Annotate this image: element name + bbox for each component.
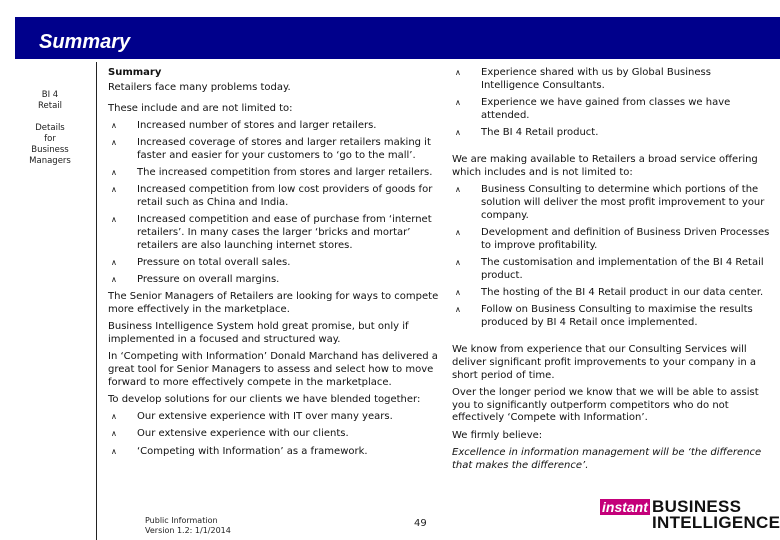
bullet-icon: [111, 184, 117, 197]
sidebar-item-label: Retail: [37, 101, 63, 111]
right-column: [452, 67, 770, 477]
sidebar-item-label: Business: [31, 145, 69, 155]
logo-business: BUSINESS: [652, 497, 742, 516]
sidebar-item-label: for: [44, 134, 56, 144]
bullet-icon: [455, 227, 461, 240]
list-item: ∧ The increased competition from stores and larger retailers.: [108, 167, 440, 180]
list-item: ∧ Follow on Business Consulting to maximise the results produced by BI 4 Retail once implemented.: [452, 304, 770, 330]
paragraph: We know from experience that our Consulting Services will deliver significant profit improvements to your company in a short period of time.: [452, 344, 757, 381]
list-item: ∧ Experience shared with us by Global Business Intelligence Consultants.: [452, 67, 770, 93]
bullet-icon: [111, 167, 117, 180]
list-item: ∧ Business Consulting to determine which portions of the solution will deliver the most profit improvement to your company.: [452, 184, 770, 222]
list-item: ∧ The customisation and implementation of the BI 4 Retail product.: [452, 257, 770, 283]
bullet-icon: [455, 304, 461, 317]
company-logo: [600, 498, 778, 532]
sidebar-item-bi4-retail[interactable]: [22, 90, 78, 112]
intro-text: Retailers face many problems today.: [108, 81, 291, 93]
list-item: ∧ Experience we have gained from classes we have attended.: [452, 97, 770, 123]
section-heading: Summary: [108, 67, 162, 78]
paragraph: Business Intelligence System hold great promise, but only if implemented in a focused and structured way.: [108, 321, 409, 346]
title-bar: [15, 17, 780, 59]
column-divider: [96, 62, 97, 540]
bullet-icon: [111, 411, 117, 424]
paragraph: To develop solutions for our clients we have blended together:: [108, 394, 421, 406]
sidebar-item-details[interactable]: [22, 123, 78, 167]
list-item: ∧ The hosting of the BI 4 Retail product in our data center.: [452, 287, 770, 300]
bullet-icon: [455, 67, 461, 80]
paragraph: Over the longer period we know that we will be able to assist you to significantly outperform competitors who do not effectively ‘Compete with Information’.: [452, 386, 759, 424]
list-item: ∧ Increased coverage of stores and larger retailers making it faster and easier for your customers to ‘go to the mall’.: [108, 137, 440, 163]
logo-intelligence: INTELLIGENCE: [652, 513, 780, 532]
page-number: 49: [414, 518, 427, 529]
list-item: ∧ The BI 4 Retail product.: [452, 127, 770, 140]
blend-list: [108, 411, 440, 458]
left-column: [108, 67, 440, 463]
sidebar: [22, 90, 78, 178]
logo-instant: instant: [600, 499, 650, 515]
sidebar-item-label: Details: [35, 123, 65, 133]
spacer: [452, 334, 770, 344]
paragraph: The Senior Managers of Retailers are looking for ways to compete more effectively in the marketplace.: [108, 291, 439, 316]
bullet-icon: [455, 257, 461, 270]
bullet-icon: [111, 214, 117, 227]
bullet-icon: [111, 120, 117, 133]
list-item: ∧ Pressure on total overall sales.: [108, 257, 440, 270]
sidebar-item-label: BI 4: [41, 90, 59, 100]
offer-list: [452, 184, 770, 330]
offer-intro: We are making available to Retailers a broad service offering which includes and is not limited to:: [452, 154, 758, 178]
paragraph: We firmly believe:: [452, 429, 543, 441]
bullet-icon: [455, 287, 461, 300]
list-item: ∧ Pressure on overall margins.: [108, 274, 440, 287]
belief-statement: Excellence in information management will be ‘the difference that makes the difference’.: [452, 446, 762, 471]
problems-intro: These include and are not limited to:: [108, 102, 293, 114]
footer-info: [145, 516, 231, 536]
bullet-icon: [455, 97, 461, 110]
problems-list: [108, 120, 440, 287]
list-item: ∧ Increased competition and ease of purchase from ‘internet retailers’. In many cases the larger ‘bricks and mortar’ retailers are also launching internet stores.: [108, 214, 440, 252]
sidebar-item-label: Managers: [29, 156, 71, 166]
classification-label: Public Information: [145, 516, 218, 525]
bullet-icon: [111, 137, 117, 150]
bullet-icon: [111, 428, 117, 441]
list-item: ∧ Increased competition from low cost providers of goods for retail such as China and India.: [108, 184, 440, 210]
bullet-icon: [455, 127, 461, 140]
list-item: ∧ Development and definition of Business Driven Processes to improve profitability.: [452, 227, 770, 253]
list-item: ∧ Our extensive experience with our clients.: [108, 428, 440, 441]
bullet-icon: [111, 257, 117, 270]
page-title: Summary: [39, 31, 131, 53]
bullet-icon: [455, 184, 461, 197]
list-item: ∧ Increased number of stores and larger retailers.: [108, 120, 440, 133]
spacer: [452, 144, 770, 154]
bullet-icon: [111, 274, 117, 287]
experience-list: [452, 67, 770, 140]
paragraph: In ‘Competing with Information’ Donald Marchand has delivered a great tool for Senior Managers to assess and select how to move forward to more effectively compete in the marketplace.: [108, 351, 438, 388]
bullet-icon: [111, 446, 117, 459]
list-item: ∧ ‘Competing with Information’ as a framework.: [108, 446, 440, 459]
list-item: ∧ Our extensive experience with IT over many years.: [108, 411, 440, 424]
version-label: Version 1.2: 1/1/2014: [145, 526, 231, 535]
